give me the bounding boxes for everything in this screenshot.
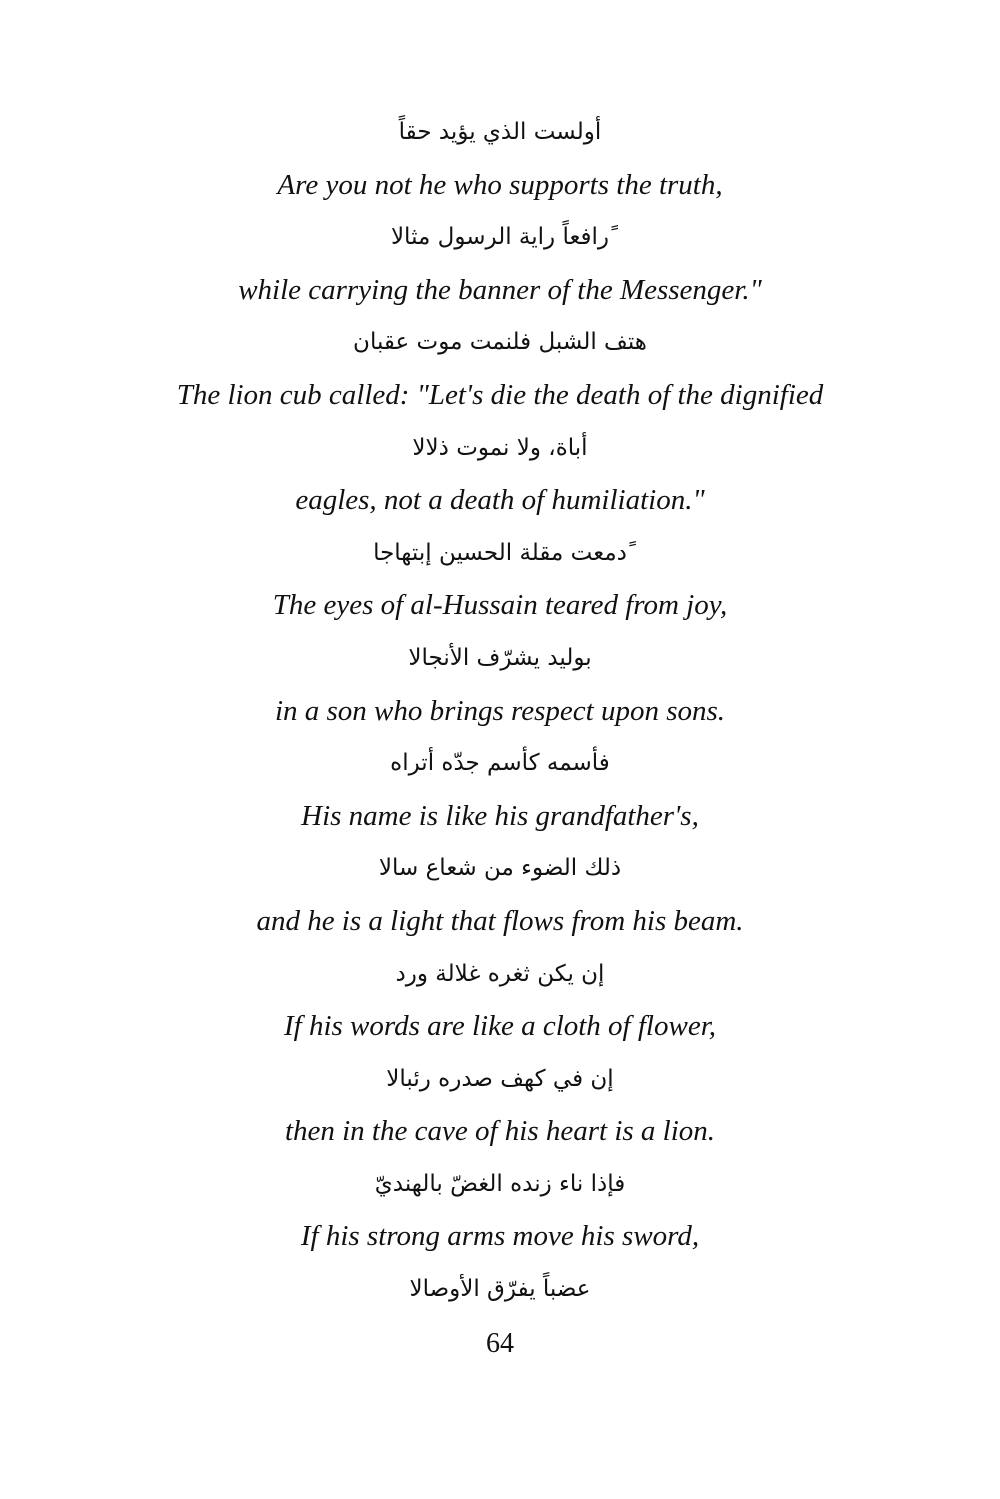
arabic-verse-line: هتف الشبل فلنمت موت عقبان xyxy=(353,329,647,356)
english-translation-line: then in the cave of his heart is a lion. xyxy=(284,1115,716,1148)
english-translation-line: The lion cub called: "Let's die the death of the dignified xyxy=(176,378,824,411)
english-translation-line: If his words are like a cloth of flower, xyxy=(283,1010,717,1043)
english-translation-line: and he is a light that flows from his beam. xyxy=(256,904,744,937)
english-translation-line: If his strong arms move his sword, xyxy=(300,1220,700,1253)
arabic-verse-line: ذلك الضوء من شعاع سالا xyxy=(378,855,622,882)
arabic-verse-line: فأسمه كأسم جدّه أتراه xyxy=(390,750,610,777)
arabic-verse-line: بوليد يشرّف الأنجالا xyxy=(408,644,592,671)
arabic-verse-line: فإذا ناء زنده الغضّ بالهنديّ xyxy=(374,1170,626,1197)
arabic-verse-line: ًدمعت مقلة الحسين إبتهاجا xyxy=(373,539,627,566)
english-translation-line: eagles, not a death of humiliation." xyxy=(295,484,705,517)
english-translation-line: in a son who brings respect upon sons. xyxy=(274,694,726,727)
arabic-verse-line: أولست الذي يؤيد حقاً xyxy=(398,119,602,145)
arabic-verse-line: ًرافعاً راية الرسول مثالا xyxy=(390,224,610,251)
arabic-verse-line: أباة، ولا نموت ذلالا xyxy=(412,434,588,461)
english-translation-line: while carrying the banner of the Messenger." xyxy=(238,273,762,306)
arabic-verse-line: إن يكن ثغره غلالة ورد xyxy=(395,960,605,987)
english-translation-line: His name is like his grandfather's, xyxy=(301,799,699,832)
arabic-verse-line: عضباً يفرّق الأوصالا xyxy=(409,1276,591,1303)
english-translation-line: Are you not he who supports the truth, xyxy=(277,168,723,201)
poem-body xyxy=(0,112,1000,1322)
page-number: 64 xyxy=(486,1328,514,1359)
english-translation-line: The eyes of al-Hussain teared from joy, xyxy=(272,589,728,622)
arabic-verse-line: إن في كهف صدره رئبالا xyxy=(386,1065,614,1092)
